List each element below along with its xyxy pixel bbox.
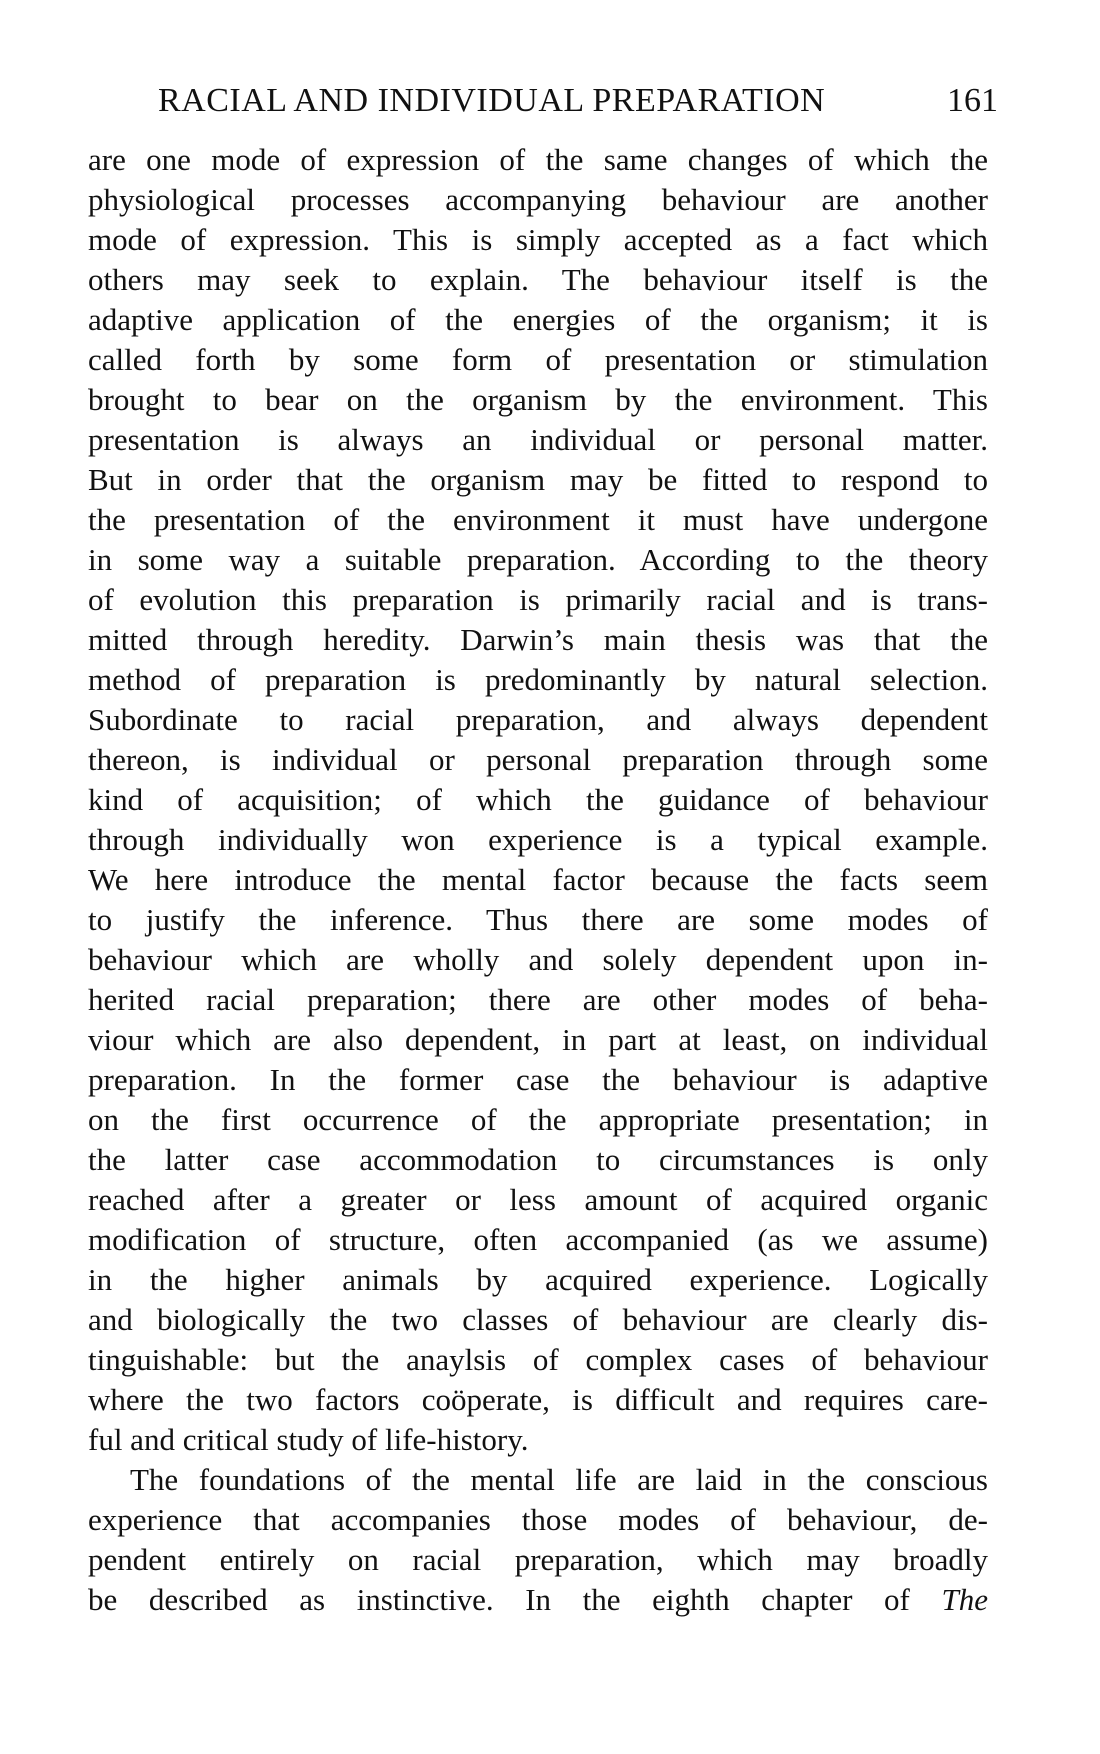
text-line: physiological processes accompanying behaviour are another (88, 182, 988, 217)
text-line: We here introduce the mental factor because the facts seem (88, 862, 988, 897)
text-line: presentation is always an individual or personal matter. (88, 422, 988, 457)
text-line: reached after a greater or less amount of acquired organic (88, 1182, 988, 1217)
text-line: of evolution this preparation is primarily racial and is trans- (88, 582, 988, 617)
text-line: and biologically the two classes of behaviour are clearly dis- (88, 1302, 988, 1337)
text-line-final (88, 1580, 988, 1620)
text-line: called forth by some form of presentation or stimulation (88, 342, 988, 377)
paragraph-1 (88, 140, 988, 1460)
text-line: preparation. In the former case the behaviour is adaptive (88, 1062, 988, 1097)
text-line: kind of acquisition; of which the guidance of behaviour (88, 782, 988, 817)
text-line: ful and critical study of life-history. (88, 1422, 529, 1457)
text-line: in the higher animals by acquired experience. Logically (88, 1262, 988, 1297)
text-line: in some way a suitable preparation. According to the theory (88, 542, 988, 577)
body-text (88, 140, 988, 1620)
text-line: others may seek to explain. The behaviour itself is the (88, 262, 988, 297)
text-line: to justify the inference. Thus there are some modes of (88, 902, 988, 937)
text-line: are one mode of expression of the same changes of which the (88, 142, 988, 177)
text-line: method of preparation is predominantly by natural selection. (88, 662, 988, 697)
text-run: be described as instinctive. In the eighth chapter of (88, 1582, 910, 1617)
text-line: brought to bear on the organism by the environment. This (88, 382, 988, 417)
italic-word: The (941, 1582, 989, 1617)
text-line: behaviour which are wholly and solely dependent upon in- (88, 942, 988, 977)
text-line: experience that accompanies those modes of behaviour, de- (88, 1502, 988, 1537)
text-line: mode of expression. This is simply accepted as a fact which (88, 222, 988, 257)
text-line: the latter case accommodation to circumstances is only (88, 1142, 988, 1177)
text-line: on the first occurrence of the appropriate presentation; in (88, 1102, 988, 1137)
text-line: where the two factors coöperate, is difficult and requires care- (88, 1382, 988, 1417)
running-title: RACIAL AND INDIVIDUAL PREPARATION (158, 82, 826, 119)
text-line: herited racial preparation; there are other modes of beha- (88, 982, 988, 1017)
text-line: thereon, is individual or personal preparation through some (88, 742, 988, 777)
text-line: through individually won experience is a typical example. (88, 822, 988, 857)
text-line: The foundations of the mental life are laid in the conscious (130, 1462, 988, 1497)
text-line: the presentation of the environment it must have undergone (88, 502, 988, 537)
text-line: pendent entirely on racial preparation, which may broadly (88, 1542, 988, 1577)
text-line: adaptive application of the energies of the organism; it is (88, 302, 988, 337)
running-head (158, 82, 998, 122)
text-line: tinguishable: but the anaylsis of complex cases of behaviour (88, 1342, 988, 1377)
text-line: mitted through heredity. Darwin’s main thesis was that the (88, 622, 988, 657)
text-line: But in order that the organism may be fitted to respond to (88, 462, 988, 497)
page-number: 161 (947, 82, 998, 119)
paragraph-2 (88, 1460, 988, 1620)
text-line: Subordinate to racial preparation, and always dependent (88, 702, 988, 737)
text-line: viour which are also dependent, in part at least, on individual (88, 1022, 988, 1057)
text-line: modification of structure, often accompanied (as we assume) (88, 1222, 988, 1257)
